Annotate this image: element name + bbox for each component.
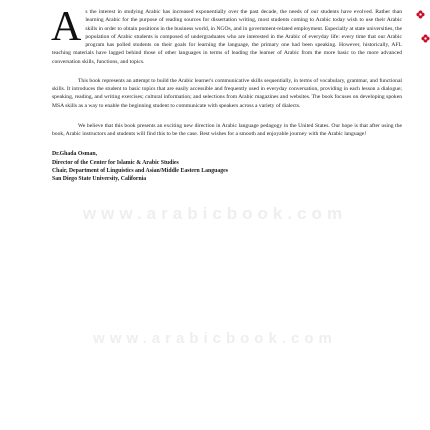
red-flower-icon (416, 10, 425, 19)
watermark-upper: www.arabicbook.com (82, 204, 348, 223)
signature-department: Chair, Department of Linguistics and Asian/Middle Eastern Languages (52, 168, 228, 175)
paragraph-intro-text: s the interest in studying Arabic has increased exponentially over the past decade, the needs of our students have evolved. Rather than learning Arabic for the purpose of reading sources for dissertation writing, most students coming to Arabic today wish to use their Arabic skills in order to obtain positions in the business world, in NGOs, and in government-related employment. Especially at state universities, the population of Arabic students is composed of undergraduates who are interested in the Arabic of everyday life: every time that our Arabic program has polled students on their goals for learning the language, the primary one had been speaking. However, historically, AFL teaching materials have lagged behind those of other languages in terms of leading the learner of Arabic from the more basic to the more advanced conversation skills, functions, and topics. (52, 9, 402, 65)
drop-cap: A (51, 4, 82, 50)
signature-university: San Diego State University, California (52, 176, 147, 183)
red-flower-icon (421, 34, 430, 43)
paragraph-book-description: This book represents an attempt to build the Arabic learner's communicative skills sequentially, in terms of vocabulary, grammar, and functional skills. It introduces the student to basic topics that are easily accessible and frequently used in everyday conversation, providing in each lesson a dialogue; speaking, reading, and writing exercises; cultural information; and selections from Arabic magazines and websites. The book focuses on developing spoken MSA skills as a way to enable the beginning student to communicate with speakers across a variety of dialects. (52, 77, 402, 109)
paragraph-closing: We believe that this book presents an exciting new direction in Arabic language pedagogy in the United States. Our hope is that after using the book, Arabic instructors and students will find this to be the case. Best wishes for a smooth and enjoyable journey with the Arabic language! (52, 122, 402, 137)
paragraph-intro (51, 4, 402, 66)
signature-block (52, 150, 402, 184)
text-column (51, 4, 402, 184)
signature-title: Director of the Center for Islamic & Arabic Studies (52, 159, 179, 166)
signature-name: Dr.Ghada Osman, (52, 151, 98, 158)
watermark-lower: www.arabicbook.com (93, 330, 337, 347)
